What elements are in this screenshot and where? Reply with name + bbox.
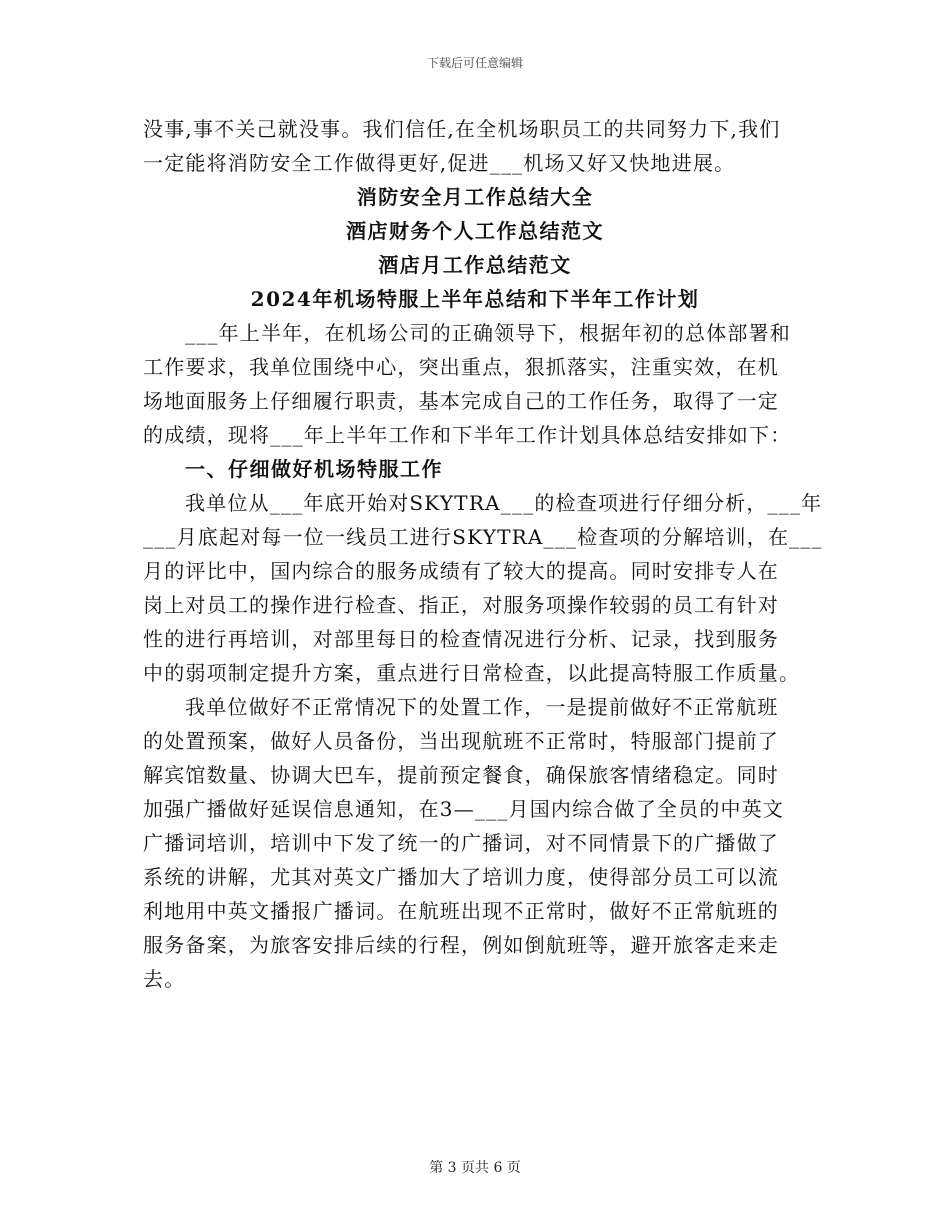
paragraph-line: 去。 (143, 967, 186, 991)
paragraph-training (143, 486, 823, 690)
paragraph-line: 利地用中英文播报广播词。在航班出现不正常时，做好不正常航班的 (143, 899, 779, 923)
title-fire-safety: 消防安全月工作总结大全 (356, 185, 594, 209)
paragraph-line: 的处置预案，做好人员备份，当出现航班不正常时，特服部门提前了 (143, 729, 779, 753)
paragraph-line: 加强广播做好延误信息通知，在3—___月国内综合做了全员的中英文 (143, 797, 785, 821)
paragraph-line: 服务备案，为旅客安排后续的行程，例如倒航班等，避开旅客走来走 (143, 933, 779, 957)
title-list (143, 180, 807, 316)
paragraph-line: 月的评比中，国内综合的服务成绩有了较大的提高。同时安排专人在 (143, 559, 779, 583)
continuation-line: 没事,事不关己就没事。我们信任,在全机场职员工的共同努力下,我们 (143, 117, 781, 141)
title-airport-service: 2024年机场特服上半年总结和下半年工作计划 (250, 287, 700, 311)
paragraph-line: 中的弱项制定提升方案，重点进行日常检查，以此提高特服工作质量。 (143, 661, 801, 685)
document-body (143, 112, 823, 996)
paragraph-irregular-flights (143, 690, 807, 996)
header-note: 下载后可任意编辑 (426, 56, 523, 70)
title-hotel-monthly: 酒店月工作总结范文 (378, 253, 572, 277)
paragraph-line: 我单位做好不正常情况下的处置工作，一是提前做好不正常航班 (185, 695, 779, 719)
intro-line: 工作要求，我单位围绕中心，突出重点，狠抓落实，注重实效，在机 (143, 355, 779, 379)
paragraph-line: 广播词培训，培训中下发了统一的广播词，对不同情景下的广播做了 (143, 831, 779, 855)
page-number: 第 3 页共 6 页 (429, 1160, 521, 1176)
continuation-paragraph (143, 112, 807, 180)
paragraph-line: 系统的讲解，尤其对英文广播加大了培训力度，使得部分员工可以流 (143, 865, 779, 889)
paragraph-line: ___月底起对每一位一线员工进行SKYTRA___检查项的分解培训，在___ (143, 525, 823, 549)
intro-line: ___年上半年，在机场公司的正确领导下，根据年初的总体部署和 (185, 321, 791, 345)
paragraph-line: 岗上对员工的操作进行检查、指正，对服务项操作较弱的员工有针对 (143, 593, 779, 617)
intro-line: 场地面服务上仔细履行职责，基本完成自己的工作任务，取得了一定 (143, 389, 779, 413)
section-heading: 一、仔细做好机场特服工作 (185, 457, 443, 481)
paragraph-line: 我单位从___年底开始对SKYTRA___的检查项进行仔细分析，___年 (185, 491, 823, 515)
continuation-line: 一定能将消防安全工作做得更好,促进___机场又好又快地进展。 (143, 151, 736, 175)
paragraph-line: 解宾馆数量、协调大巴车，提前预定餐食，确保旅客情绪稳定。同时 (143, 763, 779, 787)
paragraph-line: 性的进行再培训，对部里每日的检查情况进行分析、记录，找到服务 (143, 627, 779, 651)
intro-line: 的成绩，现将___年上半年工作和下半年工作计划具体总结安排如下： (143, 423, 792, 447)
intro-paragraph (143, 316, 807, 452)
title-hotel-finance: 酒店财务个人工作总结范文 (346, 219, 604, 243)
